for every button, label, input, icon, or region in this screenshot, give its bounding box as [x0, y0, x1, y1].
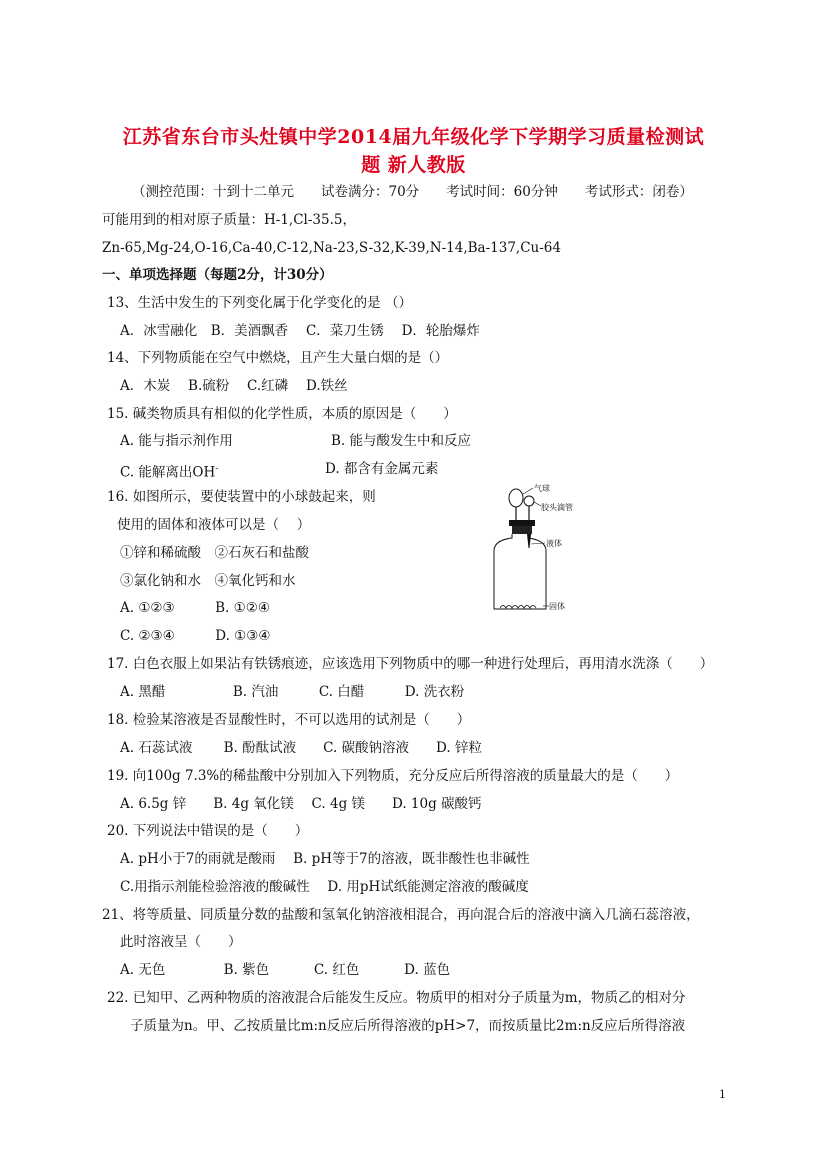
question-16-options-cd: C. ②③④ D. ①③④	[120, 628, 271, 644]
question-16-options-ab: A. ①②③ B. ①②④	[120, 600, 270, 616]
question-22-stem-line2: 子质量为n。甲、乙按质量比m:n反应后所得溶液的pH>7，而按质量比2m:n反应后所得溶液	[130, 1018, 686, 1034]
question-17-stem: 17. 白色衣服上如果沾有铁锈痕迹，应该选用下列物质中的哪一种进行处理后，再用清水洗涤（ ）	[107, 656, 714, 672]
section-heading: 一、单项选择题（每题2分，计30分）	[102, 267, 333, 283]
dropper-bulb	[524, 496, 534, 506]
label-liquid: 液体	[546, 539, 562, 548]
question-19-stem: 19. 向100g 7.3%的稀盐酸中分别加入下列物质，充分反应后所得溶液的质量最大的是（ ）	[107, 768, 679, 784]
question-20-stem: 20. 下列说法中错误的是（ ）	[107, 823, 309, 839]
document-title-line1: 江苏省东台市头灶镇中学2014届九年级化学下学期学习质量检测试	[122, 126, 705, 148]
atomic-mass-line1: 可能用到的相对原子质量：H-1,Cl-35.5，	[102, 212, 356, 228]
atomic-mass-line2: Zn-65,Mg-24,O-16,Ca-40,C-12,Na-23,S-32,K-39,N-14,Ba-137,Cu-64	[102, 240, 561, 256]
question-21-stem-line1: 21、将等质量、同质量分数的盐酸和氢氧化钠溶液相混合，再向混合后的溶液中滴入几滴石蕊溶液，	[102, 907, 700, 923]
question-21-stem-line2: 此时溶液呈（ ）	[120, 934, 242, 950]
question-16-combos2: ③氯化钠和水 ④氧化钙和水	[120, 573, 296, 589]
question-15-option-a: A. 能与指示剂作用	[120, 433, 233, 449]
bottle-outline	[494, 534, 546, 609]
stopper-body	[512, 526, 532, 534]
question-20-options-ab: A. pH小于7的雨就是酸雨 B. pH等于7的溶液，既非酸性也非碱性	[120, 851, 530, 867]
question-13-stem: 13、生活中发生的下列变化属于化学变化的是 （）	[107, 295, 412, 311]
question-17-options: A. 黑醋 B. 汽油 C. 白醋 D. 洗衣粉	[120, 684, 465, 700]
question-16-combos1: ①锌和稀硫酸 ②石灰石和盐酸	[120, 545, 309, 561]
question-15-option-c: C. 能解离出OH-	[120, 464, 219, 481]
label-solid: 固体	[549, 602, 565, 611]
stopper-top	[509, 520, 535, 526]
question-14-stem: 14、下列物质能在空气中燃烧，且产生大量白烟的是（）	[107, 350, 449, 366]
question-16-stem-line2: 使用的固体和液体可以是（ ）	[117, 517, 311, 533]
question-20-options-cd: C.用指示剂能检验溶液的酸碱性 D. 用pH试纸能测定溶液的酸碱度	[120, 879, 529, 895]
balloon-shape	[509, 489, 523, 507]
question-15-stem: 15. 碱类物质具有相似的化学性质，本质的原因是（ ）	[107, 406, 457, 422]
question-18-options: A. 石蕊试液 B. 酚酞试液 C. 碳酸钠溶液 D. 锌粒	[120, 740, 482, 756]
label-dropper: 胶头滴管	[541, 503, 573, 512]
document-title-line2: 题 新人教版	[361, 154, 466, 176]
page-number: 1	[719, 1088, 726, 1101]
question-14-options: A．木炭 B.硫粉 C.红磷 D.铁丝	[120, 378, 348, 394]
question-15-option-b: B. 能与酸发生中和反应	[331, 433, 472, 449]
question-15-option-d: D. 都含有金属元素	[325, 461, 439, 477]
label-balloon: 气球	[534, 484, 550, 493]
question-13-options: A．冰雪融化 B．美酒飘香 C．菜刀生锈 D．轮胎爆炸	[120, 323, 480, 339]
question-22-stem-line1: 22. 已知甲、乙两种物质的溶液混合后能发生反应。物质甲的相对分子质量为m，物质乙的相对分	[107, 990, 686, 1006]
solid-bits	[500, 606, 536, 609]
question-21-options: A. 无色 B. 紫色 C. 红色 D. 蓝色	[120, 962, 451, 978]
apparatus-diagram	[485, 484, 595, 616]
exam-info: （测控范围：十到十二单元 试卷满分：70分 考试时间：60分钟 考试形式：闭卷）	[132, 184, 693, 200]
question-19-options: A. 6.5g 锌 B. 4g 氧化镁 C. 4g 镁 D. 10g 碳酸钙	[120, 796, 482, 812]
question-16-stem-line1: 16. 如图所示，要使装置中的小球鼓起来，则	[107, 489, 376, 505]
question-18-stem: 18. 检验某溶液是否显酸性时，不可以选用的试剂是（ ）	[107, 712, 471, 728]
